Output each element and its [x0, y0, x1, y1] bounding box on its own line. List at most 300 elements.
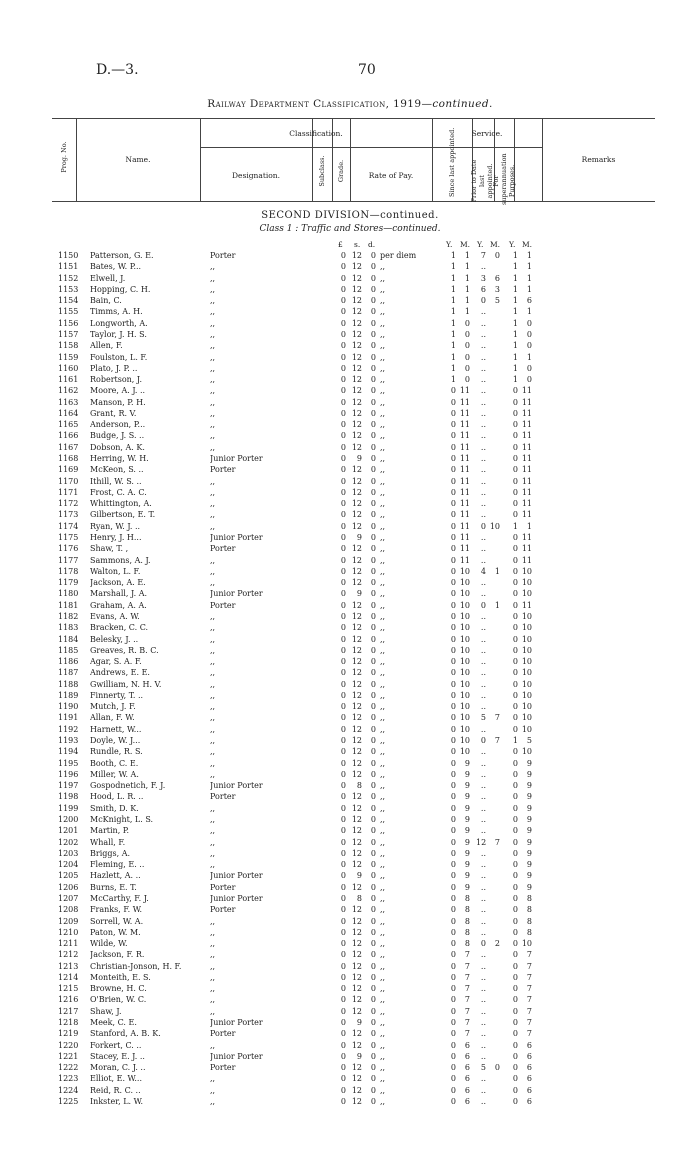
pay-period: per diem — [380, 251, 417, 260]
pay-pounds: 0 — [340, 521, 346, 531]
pay-period: ,, — [380, 533, 386, 542]
super-months: 1 — [526, 251, 532, 260]
pay-period: ,, — [380, 578, 386, 588]
pay-pounds: 0 — [340, 713, 346, 723]
prog-number: 1182 — [58, 611, 79, 621]
since-years: 0 — [450, 1051, 456, 1061]
pay-period: ,, — [380, 341, 386, 351]
pay-period: ,, — [380, 758, 386, 768]
prog-number: 1163 — [58, 397, 79, 407]
super-years: 0 — [512, 916, 518, 926]
super-years: 0 — [512, 837, 518, 847]
pay-pounds: 0 — [340, 736, 346, 746]
pay-pounds: 0 — [340, 815, 346, 824]
pay-shillings: 12 — [351, 510, 362, 520]
since-years: 0 — [450, 724, 456, 734]
pay-pounds: 0 — [340, 984, 346, 994]
since-months: 0 — [464, 352, 470, 362]
pay-pounds: 0 — [340, 803, 346, 813]
super-years: 0 — [512, 454, 518, 464]
since-years: 0 — [450, 803, 456, 813]
employee-name: Herring, W. H. — [90, 454, 149, 464]
pay-pence: 0 — [370, 837, 376, 847]
since-months: 11 — [459, 499, 470, 509]
pay-period: ,, — [380, 702, 386, 712]
super-years: 0 — [512, 1074, 518, 1084]
pay-pounds: 0 — [340, 273, 346, 283]
since-months: 11 — [459, 476, 470, 486]
employee-name: McCarthy, F. J. — [90, 893, 149, 903]
designation: ,, — [210, 916, 216, 926]
prog-number: 1178 — [58, 566, 79, 576]
prog-number: 1156 — [58, 318, 79, 328]
super-years: 0 — [512, 668, 518, 678]
employee-name: Hopping, C. H. — [90, 284, 151, 294]
super-months: 11 — [521, 555, 532, 565]
since-years: 0 — [450, 634, 456, 644]
pay-period: ,, — [380, 792, 386, 802]
prior-years: .. — [480, 803, 486, 813]
super-months: 9 — [526, 803, 532, 813]
employee-name: Forkert, C. .. — [90, 1040, 142, 1050]
prior-years: .. — [480, 1040, 486, 1050]
super-years: 0 — [512, 1085, 518, 1095]
prog-number: 1212 — [58, 950, 79, 960]
pay-shillings: 12 — [351, 995, 362, 1005]
super-years: 0 — [512, 927, 518, 937]
since-years: 0 — [450, 769, 456, 779]
pay-period: ,, — [380, 600, 386, 610]
prior-years: .. — [480, 690, 486, 700]
super-months: 6 — [526, 1051, 532, 1061]
pay-pence: 0 — [370, 668, 376, 678]
pay-pounds: 0 — [340, 487, 346, 497]
since-years: 0 — [450, 1063, 456, 1073]
since-years: 0 — [450, 690, 456, 700]
super-years: 1 — [512, 307, 518, 317]
pay-period: ,, — [380, 713, 386, 723]
pay-pounds: 0 — [340, 566, 346, 576]
prog-number: 1161 — [58, 375, 79, 385]
since-months: 7 — [464, 950, 470, 960]
prior-years: .. — [480, 442, 486, 452]
employee-name: Ryan, W. J. .. — [90, 521, 141, 531]
pay-period: ,, — [380, 950, 386, 960]
since-months: 0 — [464, 329, 470, 339]
super-years: 0 — [512, 1097, 518, 1106]
super-months: 7 — [526, 972, 532, 982]
super-years: 0 — [512, 510, 518, 520]
table-row — [0, 442, 700, 453]
super-years: 0 — [512, 420, 518, 430]
super-years: 0 — [512, 769, 518, 779]
employee-name: Greaves, R. B. C. — [90, 645, 159, 655]
pay-shillings: 12 — [351, 747, 362, 757]
employee-name: Shaw, J. — [90, 1006, 122, 1016]
since-years: 1 — [450, 307, 456, 317]
table-row — [0, 983, 700, 994]
prog-number: 1190 — [58, 702, 79, 712]
pay-pence: 0 — [370, 375, 376, 385]
since-months: 10 — [459, 668, 470, 678]
since-years: 0 — [450, 984, 456, 994]
employee-name: Paton, W. M. — [90, 927, 141, 937]
designation: ,, — [210, 657, 216, 667]
designation: Porter — [210, 1029, 236, 1039]
employee-name: Grant, R. V. — [90, 408, 137, 418]
prog-number: 1159 — [58, 352, 79, 362]
prior-years: .. — [480, 375, 486, 385]
super-months: 0 — [526, 363, 532, 373]
pay-period: ,, — [380, 1063, 386, 1073]
prior-years: .. — [480, 871, 486, 881]
prior-years: .. — [480, 454, 486, 464]
pay-shillings: 12 — [351, 296, 362, 306]
super-years: 0 — [512, 679, 518, 689]
pay-period: ,, — [380, 905, 386, 915]
designation: ,, — [210, 397, 216, 407]
title-main: Railway Department Classification — [207, 98, 386, 110]
pay-pence: 0 — [370, 487, 376, 497]
employee-name: Harnett, W... — [90, 724, 142, 734]
super-months: 10 — [521, 747, 532, 757]
since-months: 9 — [464, 758, 470, 768]
prog-number: 1211 — [58, 939, 79, 949]
designation: ,, — [210, 860, 216, 870]
pay-period: ,, — [380, 736, 386, 746]
pay-pence: 0 — [370, 860, 376, 870]
since-months: 8 — [464, 939, 470, 949]
prog-number: 1199 — [58, 803, 79, 813]
since-years: 0 — [450, 1085, 456, 1095]
super-years: 0 — [512, 634, 518, 644]
pay-period: ,, — [380, 1074, 386, 1084]
employee-name: Rundle, R. S. — [90, 747, 143, 757]
table-row — [0, 295, 700, 306]
prog-number: 1158 — [58, 341, 79, 351]
employee-name: Christian-Jonson, H. F. — [90, 961, 182, 971]
table-row — [0, 464, 700, 475]
pay-pounds: 0 — [340, 972, 346, 982]
prior-years: .. — [480, 860, 486, 870]
pay-pounds: 0 — [340, 657, 346, 667]
pay-shillings: 12 — [351, 713, 362, 723]
designation: Porter — [210, 905, 236, 915]
pay-shillings: 12 — [351, 251, 362, 260]
pay-pounds: 0 — [340, 690, 346, 700]
prior-years: .. — [480, 487, 486, 497]
since-months: 8 — [464, 916, 470, 926]
header-superannuation: For superannuation Purposes. — [492, 153, 516, 205]
super-years: 0 — [512, 690, 518, 700]
employee-name: Dobson, A. K. — [90, 442, 145, 452]
super-years: 0 — [512, 657, 518, 667]
table-row — [0, 622, 700, 633]
super-months: 9 — [526, 781, 532, 791]
pay-shillings: 12 — [351, 736, 362, 746]
table-row — [0, 859, 700, 870]
super-months: 5 — [526, 736, 532, 746]
super-months: 0 — [526, 318, 532, 328]
prior-years: .. — [480, 893, 486, 903]
table-row — [0, 848, 700, 859]
table-row — [0, 927, 700, 938]
table-row — [0, 408, 700, 419]
prior-years: .. — [480, 758, 486, 768]
pay-shillings: 12 — [351, 375, 362, 385]
prog-number: 1218 — [58, 1018, 79, 1028]
pay-shillings: 12 — [351, 352, 362, 362]
prior-years: .. — [480, 1018, 486, 1028]
unit-pence: d. — [368, 240, 376, 249]
prog-number: 1180 — [58, 589, 79, 599]
pay-period: ,, — [380, 668, 386, 678]
pay-period: ,, — [380, 363, 386, 373]
designation: Junior Porter — [210, 1018, 263, 1028]
designation: ,, — [210, 487, 216, 497]
since-years: 0 — [450, 1074, 456, 1084]
pay-period: ,, — [380, 431, 386, 441]
pay-pence: 0 — [370, 420, 376, 430]
since-months: 8 — [464, 905, 470, 915]
since-years: 0 — [450, 927, 456, 937]
super-months: 0 — [526, 329, 532, 339]
prior-years: .. — [480, 329, 486, 339]
designation: Porter — [210, 792, 236, 802]
prog-number: 1188 — [58, 679, 79, 689]
pay-shillings: 12 — [351, 318, 362, 328]
table-row — [0, 430, 700, 441]
super-months: 11 — [521, 408, 532, 418]
super-months: 10 — [521, 566, 532, 576]
header-prior-to-date: Prior to Date last appointed. — [470, 159, 494, 203]
super-years: 0 — [512, 724, 518, 734]
since-months: 7 — [464, 984, 470, 994]
since-months: 10 — [459, 747, 470, 757]
employee-name: Hood, L. R. .. — [90, 792, 144, 802]
prior-years: 12 — [476, 837, 487, 847]
pay-period: ,, — [380, 442, 386, 452]
prior-years: .. — [480, 961, 486, 971]
prog-number: 1165 — [58, 420, 79, 430]
pay-pence: 0 — [370, 1006, 376, 1016]
pay-pence: 0 — [370, 454, 376, 464]
pay-shillings: 12 — [351, 487, 362, 497]
employee-name: Moran, C. J. .. — [90, 1063, 146, 1073]
employee-name: Sammons, A. J. — [90, 555, 151, 565]
pay-shillings: 12 — [351, 826, 362, 836]
employee-name: Martin, P. — [90, 826, 130, 836]
pay-pence: 0 — [370, 792, 376, 802]
since-months: 11 — [459, 533, 470, 542]
table-row — [0, 949, 700, 960]
prior-years: 6 — [480, 284, 486, 294]
designation: ,, — [210, 972, 216, 982]
prior-years: .. — [480, 724, 486, 734]
prog-number: 1166 — [58, 431, 79, 441]
pay-pounds: 0 — [340, 499, 346, 509]
pay-pence: 0 — [370, 318, 376, 328]
table-row — [0, 893, 700, 904]
since-months: 1 — [464, 284, 470, 294]
prior-years: .. — [480, 533, 486, 542]
since-months: 10 — [459, 634, 470, 644]
since-months: 10 — [459, 623, 470, 633]
pay-shillings: 12 — [351, 1097, 362, 1106]
designation: ,, — [210, 555, 216, 565]
pay-pounds: 0 — [340, 747, 346, 757]
employee-name: Henry, J. H... — [90, 533, 142, 542]
page-title — [0, 98, 700, 110]
super-months: 11 — [521, 533, 532, 542]
since-months: 11 — [459, 442, 470, 452]
employee-name: Bain, C. — [90, 296, 122, 306]
header-prog-no: Prog. No. — [60, 141, 68, 173]
since-years: 0 — [450, 702, 456, 712]
since-years: 0 — [450, 679, 456, 689]
since-years: 0 — [450, 815, 456, 824]
table-row — [0, 521, 700, 532]
pay-shillings: 12 — [351, 431, 362, 441]
since-years: 0 — [450, 589, 456, 599]
pay-period: ,, — [380, 882, 386, 892]
prog-number: 1174 — [58, 521, 79, 531]
designation: Porter — [210, 882, 236, 892]
table-row — [0, 306, 700, 317]
since-months: 11 — [459, 431, 470, 441]
employee-name: Hazlett, A. .. — [90, 871, 141, 881]
pay-period: ,, — [380, 284, 386, 294]
designation: ,, — [210, 476, 216, 486]
since-months: 10 — [459, 657, 470, 667]
pay-pence: 0 — [370, 1097, 376, 1106]
pay-pence: 0 — [370, 521, 376, 531]
since-months: 10 — [459, 713, 470, 723]
pay-pence: 0 — [370, 1063, 376, 1073]
pay-shillings: 12 — [351, 769, 362, 779]
designation: ,, — [210, 837, 216, 847]
super-years: 0 — [512, 1051, 518, 1061]
pay-shillings: 12 — [351, 972, 362, 982]
prior-years: .. — [480, 420, 486, 430]
prior-years: .. — [480, 781, 486, 791]
pay-period: ,, — [380, 984, 386, 994]
prior-years: 0 — [480, 296, 486, 306]
prior-years: .. — [480, 352, 486, 362]
prior-years: .. — [480, 578, 486, 588]
pay-shillings: 12 — [351, 668, 362, 678]
table-row — [0, 656, 700, 667]
super-years: 1 — [512, 736, 518, 746]
prior-years: .. — [480, 431, 486, 441]
designation: ,, — [210, 690, 216, 700]
pay-pence: 0 — [370, 1085, 376, 1095]
employee-name: Allan, F. W. — [90, 713, 135, 723]
designation: ,, — [210, 386, 216, 396]
super-years: 1 — [512, 329, 518, 339]
pay-shillings: 12 — [351, 329, 362, 339]
since-months: 9 — [464, 871, 470, 881]
table-row — [0, 1062, 700, 1073]
table-row — [0, 600, 700, 611]
prog-number: 1201 — [58, 826, 79, 836]
since-months: 10 — [459, 600, 470, 610]
table-row — [0, 690, 700, 701]
prog-number: 1169 — [58, 465, 79, 475]
since-months: 7 — [464, 1006, 470, 1016]
pay-pounds: 0 — [340, 950, 346, 960]
pay-pounds: 0 — [340, 882, 346, 892]
designation: ,, — [210, 420, 216, 430]
super-years: 1 — [512, 284, 518, 294]
since-months: 9 — [464, 882, 470, 892]
pay-pence: 0 — [370, 984, 376, 994]
prior-months: 7 — [494, 713, 500, 723]
super-years: 0 — [512, 397, 518, 407]
since-months: 9 — [464, 769, 470, 779]
pay-period: ,, — [380, 1097, 386, 1106]
pay-shillings: 12 — [351, 600, 362, 610]
pay-period: ,, — [380, 848, 386, 858]
pay-pence: 0 — [370, 916, 376, 926]
prior-years: .. — [480, 544, 486, 554]
pay-pence: 0 — [370, 657, 376, 667]
designation: ,, — [210, 747, 216, 757]
pay-pounds: 0 — [340, 1006, 346, 1016]
super-months: 11 — [521, 476, 532, 486]
prior-months: 3 — [494, 284, 500, 294]
super-months: 6 — [526, 1085, 532, 1095]
super-years: 0 — [512, 623, 518, 633]
employee-name: Belesky, J. .. — [90, 634, 139, 644]
title-year: , 1919— — [385, 98, 433, 110]
employee-name: Sorrell, W. A. — [90, 916, 144, 926]
pay-shillings: 12 — [351, 578, 362, 588]
prog-number: 1189 — [58, 690, 79, 700]
since-years: 0 — [450, 454, 456, 464]
pay-pounds: 0 — [340, 341, 346, 351]
employee-name: O'Brien, W. C. — [90, 995, 147, 1005]
pay-period: ,, — [380, 1085, 386, 1095]
pay-pence: 0 — [370, 769, 376, 779]
pay-period: ,, — [380, 352, 386, 362]
pay-period: ,, — [380, 690, 386, 700]
pay-shillings: 12 — [351, 420, 362, 430]
employee-name: Budge, J. S. .. — [90, 431, 145, 441]
pay-pence: 0 — [370, 893, 376, 903]
table-row — [0, 543, 700, 554]
since-years: 0 — [450, 600, 456, 610]
table-row — [0, 363, 700, 374]
pay-pounds: 0 — [340, 555, 346, 565]
since-years: 0 — [450, 668, 456, 678]
table-row — [0, 667, 700, 678]
since-months: 0 — [464, 375, 470, 385]
super-years: 0 — [512, 826, 518, 836]
designation: Junior Porter — [210, 871, 263, 881]
prior-years: .. — [480, 1074, 486, 1084]
super-years: 0 — [512, 600, 518, 610]
table-row — [0, 1096, 700, 1107]
pay-period: ,, — [380, 397, 386, 407]
pay-shillings: 9 — [356, 589, 362, 599]
super-months: 11 — [521, 600, 532, 610]
pay-shillings: 12 — [351, 848, 362, 858]
table-row — [0, 758, 700, 769]
super-years: 1 — [512, 318, 518, 328]
employee-name: Stanford, A. B. K. — [90, 1029, 161, 1039]
pay-pence: 0 — [370, 386, 376, 396]
